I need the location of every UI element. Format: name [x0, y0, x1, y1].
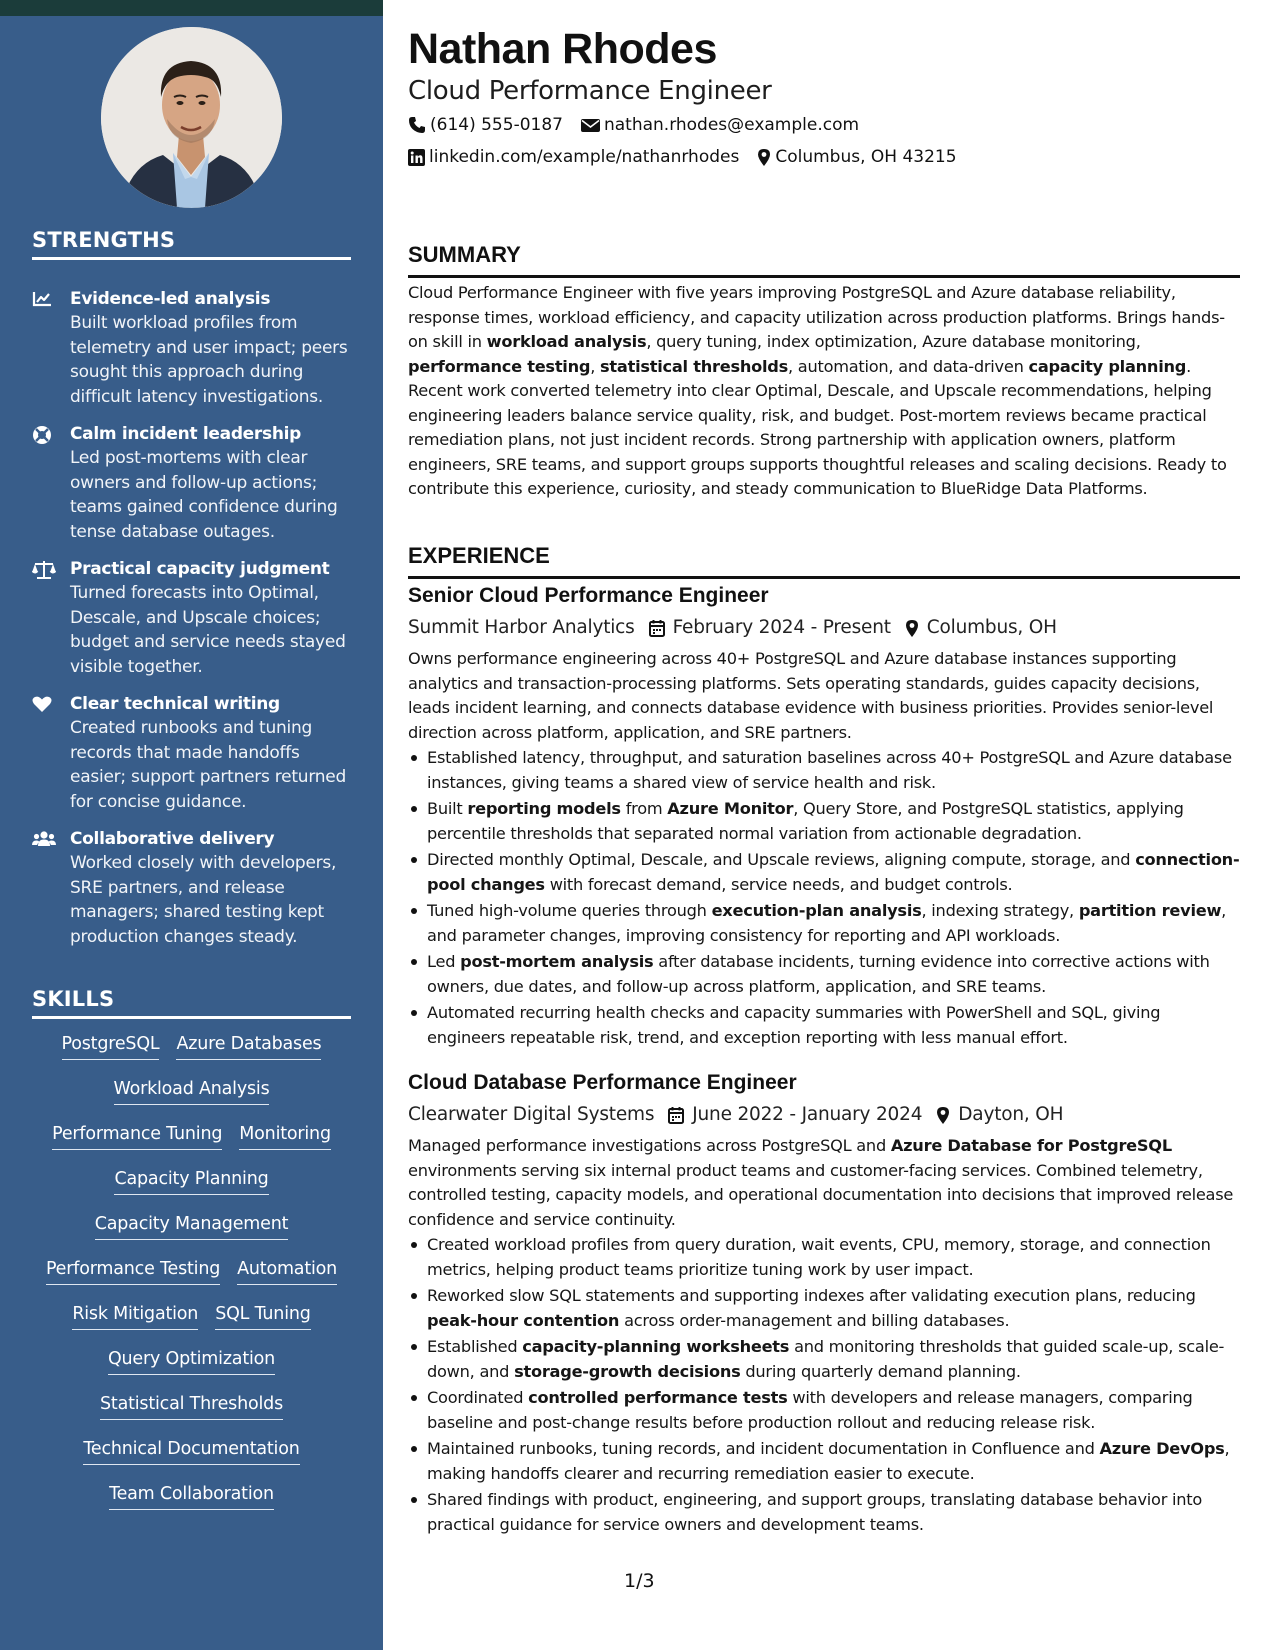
profile-photo [101, 27, 282, 208]
chart-line-icon [32, 290, 54, 308]
job-entry [408, 582, 1240, 1052]
scale-icon [32, 560, 54, 578]
skills-heading: SKILLS [32, 987, 351, 1019]
sidebar-top-bar [0, 0, 383, 16]
strength-item [32, 287, 352, 409]
skill-row [20, 1392, 363, 1437]
heart-icon [32, 695, 54, 713]
strength-title: Clear technical writing [70, 694, 280, 714]
summary-heading: SUMMARY [408, 241, 1240, 278]
job-location [905, 614, 1057, 642]
email-contact[interactable] [581, 113, 859, 137]
job-dates-text: February 2024 - Present [672, 617, 891, 638]
skill-tag: Team Collaboration [109, 1482, 274, 1510]
strength-text: Built workload profiles from telemetry and user impact; peers sought this approach during difficult latency investigations. [70, 313, 348, 407]
phone-number: (614) 555-0187 [430, 115, 563, 135]
strength-text: Worked closely with developers, SRE partners, and release managers; shared testing kept production changes steady. [70, 853, 337, 947]
bullet-item: Reworked slow SQL statements and supporting indexes after validating execution plans, reducing peak-hour contention across order-management and billing databases. [408, 1284, 1240, 1333]
map-pin-icon [757, 148, 771, 167]
company-name: Summit Harbor Analytics [408, 617, 635, 638]
skill-tag: Azure Databases [176, 1032, 321, 1060]
job-bullets [408, 746, 1240, 1050]
skill-row [20, 1257, 363, 1302]
job-title: Cloud Database Performance Engineer [408, 1071, 797, 1094]
job-description: Owns performance engineering across 40+ PostgreSQL and Azure database instances supporting analytics and transaction-processing platforms. Sets operating standards, guides capacity decisions, leads incident learning, and connects database evidence with business priorities. Provides senior-level direction across platform, application, and SRE partners. [408, 649, 1214, 742]
life-ring-icon [32, 425, 54, 443]
skill-tag: Risk Mitigation [72, 1302, 198, 1330]
bullet-item: Created workload profiles from query duration, wait events, CPU, memory, storage, and connection metrics, helping product teams prioritize tuning work by user impact. [408, 1233, 1240, 1282]
bullet-item: Led post-mortem analysis after database incidents, turning evidence into corrective actions with owners, due dates, and follow-up across platform, application, and SRE teams. [408, 950, 1240, 999]
strength-text: Led post-mortems with clear owners and follow-up actions; teams gained confidence during tense database outages. [70, 448, 338, 542]
job-dates-text: June 2022 - January 2024 [692, 1104, 923, 1125]
location-text: Columbus, OH 43215 [775, 147, 957, 167]
strengths-list [32, 287, 352, 962]
job-location [936, 1101, 1063, 1129]
bullet-item: Shared findings with product, engineering, and support groups, translating database behavior into practical guidance for service owners and development teams. [408, 1488, 1240, 1537]
summary-text: Cloud Performance Engineer with five years improving PostgreSQL and Azure database reliability, response times, workload efficiency, and capacity utilization across production platforms. Brings hands-on skill in workload analysis, query tuning, index optimization, Azure database monitoring, performance testing, statistical thresholds, automation, and data-driven capacity planning. Recent work converted telemetry into clear Optimal, Descale, and Upscale recommendations, helping engineering leaders balance service quality, risk, and budget. Post-mortem reviews became practical remediation plans, not just incident records. Strong partnership with application owners, platform engineers, SRE teams, and support groups supports thoughtful releases and scaling decisions. Ready to contribute this experience, curiosity, and steady communication to BlueRidge Data Platforms. [408, 283, 1227, 498]
job-bullets [408, 1233, 1240, 1537]
skill-tag: Workload Analysis [114, 1077, 270, 1105]
strength-title: Evidence-led analysis [70, 289, 271, 309]
phone-icon [408, 116, 426, 134]
skill-tag: PostgreSQL [62, 1032, 160, 1060]
skill-tag: Capacity Planning [114, 1167, 268, 1195]
skill-row [20, 1212, 363, 1257]
phone-contact[interactable] [408, 113, 563, 137]
bullet-item: Tuned high-volume queries through execution-plan analysis, indexing strategy, partition review, and parameter changes, improving consistency for reporting and API workloads. [408, 899, 1240, 948]
skill-tag: Performance Tuning [52, 1122, 222, 1150]
skill-row [20, 1122, 363, 1167]
strength-item [32, 422, 352, 544]
skills-list [20, 1032, 363, 1527]
skill-tag: Monitoring [239, 1122, 331, 1150]
envelope-icon [581, 118, 600, 133]
sidebar [0, 0, 383, 1650]
job-meta [408, 1101, 1240, 1129]
skill-row [20, 1437, 363, 1482]
experience-heading: EXPERIENCE [408, 542, 1240, 579]
calendar-icon [649, 619, 665, 637]
skill-tag: Statistical Thresholds [100, 1392, 283, 1420]
contact-line-2 [408, 145, 975, 169]
bullet-item: Established latency, throughput, and saturation baselines across 40+ PostgreSQL and Azure database instances, giving teams a shared view of service health and risk. [408, 746, 1240, 795]
page-number: 1/3 [624, 1570, 655, 1592]
job-location-text: Columbus, OH [926, 617, 1057, 638]
users-icon [32, 830, 54, 848]
skill-tag: Capacity Management [95, 1212, 289, 1240]
job-entry [408, 1069, 1240, 1539]
candidate-name: Nathan Rhodes [408, 25, 717, 73]
skill-row [20, 1482, 363, 1527]
skill-tag: Query Optimization [108, 1347, 275, 1375]
strength-item [32, 692, 352, 814]
bullet-item: Coordinated controlled performance tests with developers and release managers, comparing baseline and post-change results before production rollout and reducing release risk. [408, 1386, 1240, 1435]
job-meta [408, 614, 1240, 642]
strength-text: Turned forecasts into Optimal, Descale, and Upscale choices; budget and service needs stayed visible together. [70, 583, 346, 677]
linkedin-contact[interactable] [408, 145, 739, 169]
strength-title: Practical capacity judgment [70, 559, 330, 579]
strengths-heading: STRENGTHS [32, 228, 351, 260]
job-description: Managed performance investigations across PostgreSQL and Azure Database for PostgreSQL environments serving six internal product teams and customer-facing services. Combined telemetry, controlled testing, capacity models, and operational documentation into decisions that improved release confidence and service continuity. [408, 1136, 1234, 1229]
skill-tag: Automation [237, 1257, 337, 1285]
skill-row [20, 1347, 363, 1392]
strength-title: Collaborative delivery [70, 829, 275, 849]
skill-row [20, 1167, 363, 1212]
skill-tag: SQL Tuning [215, 1302, 310, 1330]
calendar-icon [668, 1106, 684, 1124]
job-location-text: Dayton, OH [958, 1104, 1064, 1125]
linkedin-icon [408, 149, 425, 166]
candidate-role: Cloud Performance Engineer [408, 76, 772, 106]
bullet-item: Maintained runbooks, tuning records, and incident documentation in Confluence and Azure DevOps, making handoffs clearer and recurring remediation easier to execute. [408, 1437, 1240, 1486]
email-address: nathan.rhodes@example.com [603, 115, 860, 135]
strength-text: Created runbooks and tuning records that made handoffs easier; support partners returned for concise guidance. [70, 718, 347, 812]
contact-line-1 [408, 113, 877, 137]
map-pin-icon [905, 619, 919, 638]
skill-tag: Technical Documentation [83, 1437, 299, 1465]
bullet-item: Built reporting models from Azure Monitor, Query Store, and PostgreSQL statistics, applying percentile thresholds that separated normal variation from actionable degradation. [408, 797, 1240, 846]
strength-title: Calm incident leadership [70, 424, 302, 444]
strength-item [32, 557, 352, 679]
skill-row [20, 1032, 363, 1077]
bullet-item: Directed monthly Optimal, Descale, and Upscale reviews, aligning compute, storage, and connection-pool changes with forecast demand, service needs, and budget controls. [408, 848, 1240, 897]
bullet-item: Automated recurring health checks and capacity summaries with PowerShell and SQL, giving engineers repeatable risk, trend, and exception reporting with less manual effort. [408, 1001, 1240, 1050]
strength-item [32, 827, 352, 949]
location-contact [757, 145, 956, 169]
job-title: Senior Cloud Performance Engineer [408, 584, 769, 607]
skill-row [20, 1302, 363, 1347]
job-dates [668, 1101, 922, 1129]
linkedin-url: linkedin.com/example/nathanrhodes [429, 147, 740, 167]
job-dates [649, 614, 891, 642]
skill-row [20, 1077, 363, 1122]
bullet-item: Established capacity-planning worksheets and monitoring thresholds that guided scale-up, scale-down, and storage-growth decisions during quarterly demand planning. [408, 1335, 1240, 1384]
skill-tag: Performance Testing [46, 1257, 220, 1285]
company-name: Clearwater Digital Systems [408, 1104, 655, 1125]
map-pin-icon [936, 1106, 950, 1125]
